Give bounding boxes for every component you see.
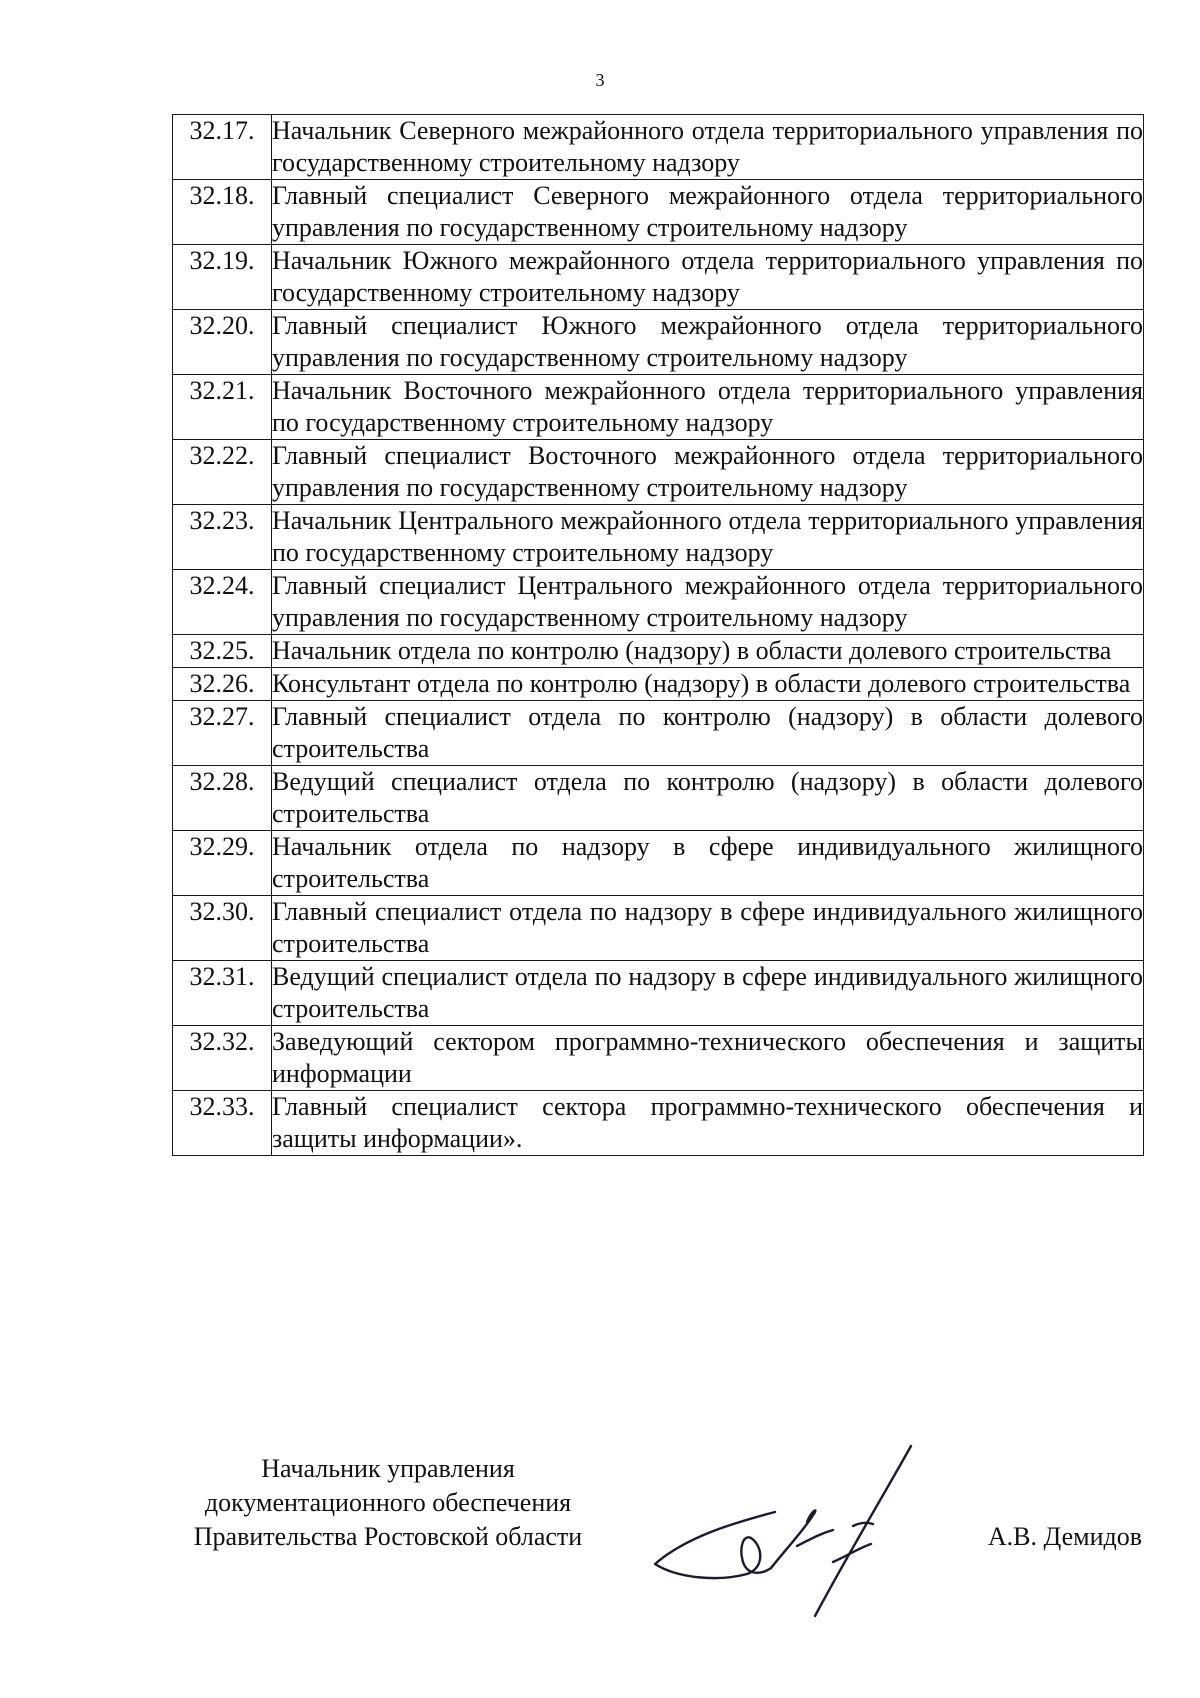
row-number: 32.28. <box>173 766 272 831</box>
position-title: Начальник Центрального межрайонного отдела территориального управления по государственному строительному надзору <box>272 505 1144 570</box>
page-number: 3 <box>595 70 605 90</box>
row-number: 32.30. <box>173 896 272 961</box>
position-title: Начальник Южного межрайонного отдела территориального управления по государственному строительному надзору <box>272 245 1144 310</box>
row-number: 32.23. <box>173 505 272 570</box>
row-number: 32.31. <box>173 961 272 1026</box>
position-title: Главный специалист Восточного межрайонного отдела территориального управления по государственному строительному надзору <box>272 440 1144 505</box>
signatory-title-line-1: Начальник управления <box>261 1454 515 1483</box>
positions-table-body <box>173 115 1144 1156</box>
position-title: Ведущий специалист отдела по контролю (надзору) в области долевого строительства <box>272 766 1144 831</box>
position-title: Ведущий специалист отдела по надзору в сфере индивидуального жилищного строительства <box>272 961 1144 1026</box>
position-title: Главный специалист отдела по контролю (надзору) в области долевого строительства <box>272 701 1144 766</box>
position-title: Начальник отдела по контролю (надзору) в области долевого строительства <box>272 635 1144 668</box>
row-number: 32.21. <box>173 375 272 440</box>
position-title: Главный специалист сектора программно-технического обеспечения и защиты информации». <box>272 1091 1144 1156</box>
positions-table <box>172 114 1144 1156</box>
row-number: 32.27. <box>173 701 272 766</box>
table-row <box>173 245 1144 310</box>
table-row <box>173 701 1144 766</box>
table-row <box>173 766 1144 831</box>
table-row <box>173 896 1144 961</box>
row-number: 32.19. <box>173 245 272 310</box>
table-row <box>173 180 1144 245</box>
table-row <box>173 635 1144 668</box>
table-row <box>173 668 1144 701</box>
position-title: Консультант отдела по контролю (надзору) в области долевого строительства <box>272 668 1144 701</box>
position-title: Главный специалист Южного межрайонного отдела территориального управления по государственному строительному надзору <box>272 310 1144 375</box>
row-number: 32.24. <box>173 570 272 635</box>
row-number: 32.32. <box>173 1026 272 1091</box>
table-row <box>173 440 1144 505</box>
row-number: 32.26. <box>173 668 272 701</box>
position-title: Начальник Северного межрайонного отдела территориального управления по государственному строительному надзору <box>272 115 1144 180</box>
table-row <box>173 1026 1144 1091</box>
table-row <box>173 375 1144 440</box>
position-title: Главный специалист Северного межрайонного отдела территориального управления по государственному строительному надзору <box>272 180 1144 245</box>
signatory-title-line-2: документационного обеспечения <box>204 1488 572 1517</box>
position-title: Начальник отдела по надзору в сфере индивидуального жилищного строительства <box>272 831 1144 896</box>
row-number: 32.22. <box>173 440 272 505</box>
table-row <box>173 505 1144 570</box>
row-number: 32.29. <box>173 831 272 896</box>
handwritten-signature <box>647 1436 927 1626</box>
signatory-name: А.В. Демидов <box>987 1522 1142 1551</box>
table-row <box>173 310 1144 375</box>
row-number: 32.20. <box>173 310 272 375</box>
table-row <box>173 961 1144 1026</box>
position-title: Главный специалист Центрального межрайонного отдела территориального управления по государственному строительному надзору <box>272 570 1144 635</box>
row-number: 32.33. <box>173 1091 272 1156</box>
row-number: 32.17. <box>173 115 272 180</box>
signatory-title-line-3: Правительства Ростовской области <box>193 1522 583 1551</box>
table-row <box>173 831 1144 896</box>
table-row <box>173 115 1144 180</box>
table-row <box>173 570 1144 635</box>
table-row <box>173 1091 1144 1156</box>
position-title: Заведующий сектором программно-технического обеспечения и защиты информации <box>272 1026 1144 1091</box>
signature-block <box>172 1452 1152 1622</box>
position-title: Начальник Восточного межрайонного отдела территориального управления по государственному строительному надзору <box>272 375 1144 440</box>
signatory-title <box>172 1452 604 1554</box>
row-number: 32.25. <box>173 635 272 668</box>
position-title: Главный специалист отдела по надзору в сфере индивидуального жилищного строительства <box>272 896 1144 961</box>
row-number: 32.18. <box>173 180 272 245</box>
